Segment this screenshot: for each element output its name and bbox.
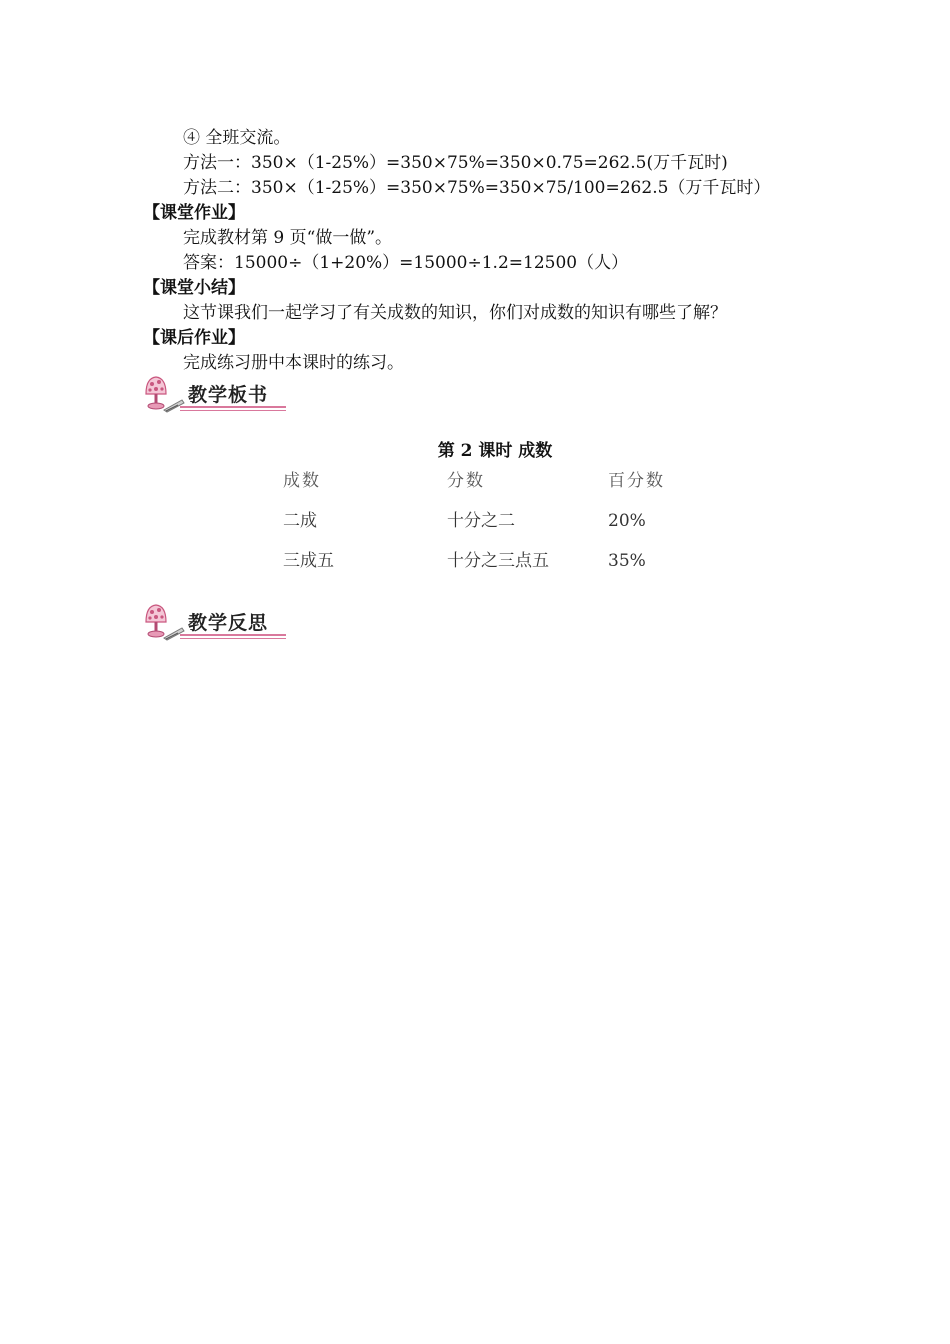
text-line: 完成教材第 9 页“做一做”。 xyxy=(183,228,393,248)
text-line: ④ 全班交流。 xyxy=(183,128,291,148)
table-cell: 35% xyxy=(608,551,646,571)
table-cell: 三成五 xyxy=(283,551,334,571)
text-line: 这节课我们一起学习了有关成数的知识，你们对成数的知识有哪些了解？ xyxy=(183,303,727,323)
banner-label: 教学反思 xyxy=(188,612,269,634)
table-header: 成数 xyxy=(283,471,321,491)
banner-label: 教学板书 xyxy=(188,384,269,406)
section-heading: 【课后作业】 xyxy=(143,328,245,348)
lamp-icon xyxy=(140,374,186,414)
text-line: 方法二：350×（1-25%）=350×75%=350×75/100=262.5（万千瓦时） xyxy=(183,178,771,198)
text-line: 答案：15000÷（1+20%）=15000÷1.2=12500（人） xyxy=(183,253,629,273)
table-cell: 二成 xyxy=(283,511,317,531)
lamp-icon xyxy=(140,602,186,642)
banner-underline xyxy=(180,410,286,411)
text-line: 方法一：350×（1-25%）=350×75%=350×0.75=262.5(万千瓦时) xyxy=(183,153,728,173)
table-header: 百分数 xyxy=(608,471,665,491)
banner-underline xyxy=(180,634,286,636)
banner-underline xyxy=(180,406,286,408)
banner-underline xyxy=(180,638,286,639)
section-heading: 【课堂作业】 xyxy=(143,203,245,223)
table-cell: 十分之二 xyxy=(447,511,515,531)
section-heading: 【课堂小结】 xyxy=(143,278,245,298)
text-line: 完成练习册中本课时的练习。 xyxy=(183,353,404,373)
table-cell: 20% xyxy=(608,511,646,531)
table-header: 分数 xyxy=(447,471,485,491)
board-title: 第 2 课时 成数 xyxy=(437,441,553,461)
section-banner-reflection xyxy=(140,602,290,642)
section-banner-board xyxy=(140,374,290,414)
table-cell: 十分之三点五 xyxy=(447,551,549,571)
